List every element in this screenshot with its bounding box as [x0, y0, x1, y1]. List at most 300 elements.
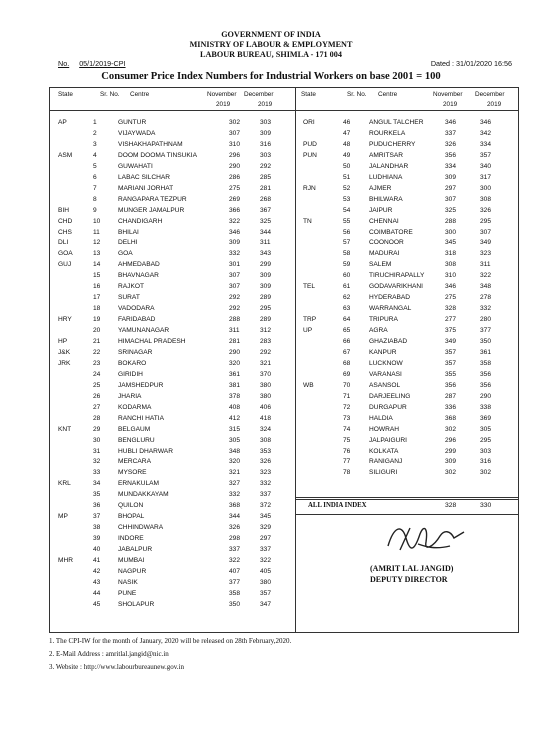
- cell-state: PUD: [303, 140, 317, 148]
- cell-centre: AGRA: [369, 327, 388, 335]
- cell-nov: 378: [229, 392, 241, 400]
- cell-sr: 23: [93, 359, 101, 367]
- all-india-nov: 328: [445, 502, 457, 509]
- table-row: [50, 415, 290, 425]
- cell-nov: 286: [229, 173, 241, 181]
- cell-centre: VARANASI: [369, 370, 402, 378]
- cell-state: RJN: [303, 184, 316, 192]
- cell-nov: 356: [445, 381, 457, 389]
- cell-nov: 320: [229, 458, 241, 466]
- table-row: [295, 382, 535, 392]
- cell-dec: 357: [480, 151, 492, 159]
- table-row: [295, 229, 535, 239]
- cell-nov: 381: [229, 381, 241, 389]
- cell-centre: LUCKNOW: [369, 359, 403, 367]
- cell-state: J&K: [58, 348, 71, 356]
- cell-centre: MYSORE: [118, 469, 147, 477]
- cell-centre: HUBLI DHARWAR: [118, 447, 173, 455]
- table-row: [50, 163, 290, 173]
- cell-dec: 347: [260, 600, 272, 608]
- cell-centre: DELHI: [118, 239, 138, 247]
- table-row: [50, 480, 290, 490]
- cell-centre: BHOPAL: [118, 513, 145, 521]
- table-row: [50, 491, 290, 501]
- cell-nov: 296: [229, 151, 241, 159]
- cell-dec: 380: [260, 381, 272, 389]
- cell-centre: VISHAKHAPATHNAM: [118, 140, 183, 148]
- cell-centre: RAJKOT: [118, 283, 145, 291]
- document-title: Consumer Price Index Numbers for Industrial Workers on base 2001 = 100: [101, 71, 441, 82]
- table-row: [295, 130, 535, 140]
- cell-state: CHD: [58, 217, 73, 225]
- table-row: [50, 590, 290, 600]
- col-nov-right: November: [433, 91, 463, 98]
- table-row: [295, 196, 535, 206]
- cell-sr: 63: [343, 305, 351, 313]
- table-row: [295, 371, 535, 381]
- cell-nov: 350: [229, 600, 241, 608]
- cell-nov: 292: [229, 294, 241, 302]
- cell-nov: 290: [229, 348, 241, 356]
- cell-nov: 308: [445, 261, 457, 269]
- cell-centre: BHILWARA: [369, 195, 403, 203]
- table-row: [50, 305, 290, 315]
- cell-dec: 325: [260, 217, 272, 225]
- cell-nov: 328: [445, 305, 457, 313]
- cell-centre: SRINAGAR: [118, 348, 153, 356]
- cell-nov: 311: [229, 327, 240, 335]
- cell-centre: COIMBATORE: [369, 228, 413, 236]
- cell-nov: 327: [229, 480, 241, 488]
- table-row: [50, 327, 290, 337]
- table-row: [295, 141, 535, 151]
- cell-dec: 344: [260, 228, 272, 236]
- cell-dec: 289: [260, 294, 272, 302]
- table-row: [295, 207, 535, 217]
- cell-sr: 4: [93, 151, 97, 159]
- cell-sr: 58: [343, 250, 351, 258]
- table-row: [295, 250, 535, 260]
- cell-sr: 29: [93, 425, 101, 433]
- header-line-1: GOVERNMENT OF INDIA: [221, 30, 321, 39]
- col-dec-right: December: [475, 91, 505, 98]
- cell-nov: 307: [445, 195, 457, 203]
- cell-nov: 337: [445, 129, 457, 137]
- cell-centre: BELGAUM: [118, 425, 151, 433]
- cell-centre: PUNE: [118, 589, 137, 597]
- cell-sr: 31: [93, 447, 101, 455]
- cell-sr: 57: [343, 239, 351, 247]
- cell-dec: 322: [260, 557, 272, 564]
- cell-sr: 60: [343, 272, 351, 280]
- table-row: [295, 174, 535, 184]
- table-row: [50, 174, 290, 184]
- cell-dec: 337: [260, 491, 272, 499]
- table-row: [295, 294, 535, 304]
- cell-nov: 337: [229, 546, 241, 554]
- cell-nov: 281: [229, 338, 241, 345]
- cell-sr: 37: [93, 513, 101, 521]
- table-row: [295, 437, 535, 447]
- table-row: [50, 338, 290, 348]
- cell-centre: MARIANI JORHAT: [118, 184, 174, 192]
- table-row: [50, 579, 290, 589]
- cell-dec: 324: [260, 425, 272, 433]
- cell-dec: 268: [260, 195, 272, 203]
- cell-nov: 275: [229, 184, 241, 192]
- cell-dec: 343: [260, 250, 272, 258]
- cell-dec: 297: [260, 535, 272, 543]
- all-india-top-rule-2: [295, 499, 518, 500]
- cell-nov: 307: [229, 129, 241, 137]
- cell-nov: 288: [445, 217, 457, 225]
- cell-state: DLI: [58, 239, 69, 247]
- cell-sr: 44: [93, 589, 101, 597]
- cell-sr: 78: [343, 469, 351, 477]
- cell-centre: BENGLURU: [118, 436, 155, 444]
- col-dec-left: December: [244, 91, 274, 98]
- table-row: [295, 426, 535, 436]
- cell-nov: 310: [229, 140, 241, 148]
- table-row: [50, 382, 290, 392]
- table-row: [295, 185, 535, 195]
- table-row: [50, 393, 290, 403]
- cell-nov: 355: [445, 370, 457, 378]
- cell-state: ORI: [303, 119, 315, 126]
- cell-centre: KODARMA: [118, 403, 152, 411]
- cell-sr: 32: [93, 458, 101, 466]
- table-row: [295, 404, 535, 414]
- cell-sr: 28: [93, 414, 101, 422]
- col-nov-year-left: 2019: [216, 101, 231, 108]
- cell-nov: 357: [445, 359, 457, 367]
- table-row: [50, 502, 290, 512]
- cell-nov: 377: [229, 578, 241, 586]
- cell-nov: 297: [445, 184, 457, 192]
- cell-nov: 325: [445, 206, 457, 214]
- cell-dec: 290: [480, 392, 492, 400]
- table-row: [295, 338, 535, 348]
- cell-nov: 346: [445, 119, 457, 126]
- cell-nov: 321: [229, 469, 241, 477]
- cell-state: KRL: [58, 480, 71, 488]
- cell-dec: 322: [480, 272, 492, 280]
- cell-nov: 277: [445, 316, 457, 324]
- cell-nov: 322: [229, 217, 241, 225]
- cell-nov: 375: [445, 327, 457, 335]
- cell-centre: GHAZIABAD: [369, 338, 408, 345]
- cell-nov: 322: [229, 557, 241, 564]
- cell-centre: LUDHIANA: [369, 173, 403, 181]
- table-row: [295, 218, 535, 228]
- cell-dec: 348: [480, 283, 492, 291]
- cell-nov: 305: [229, 436, 241, 444]
- cell-centre: SURAT: [118, 294, 140, 302]
- cell-nov: 357: [445, 348, 457, 356]
- cell-sr: 14: [93, 261, 101, 269]
- cell-sr: 19: [93, 316, 101, 324]
- cell-sr: 18: [93, 305, 101, 313]
- cell-dec: 308: [480, 195, 492, 203]
- cell-sr: 50: [343, 162, 351, 170]
- cell-sr: 47: [343, 129, 351, 137]
- cell-dec: 278: [480, 294, 492, 302]
- cell-centre: JALPAIGURI: [369, 436, 407, 444]
- cell-nov: 358: [229, 589, 241, 597]
- cell-nov: 332: [229, 491, 241, 499]
- cell-dec: 303: [480, 447, 492, 455]
- table-row: [50, 557, 290, 567]
- table-row: [295, 272, 535, 282]
- cell-dec: 377: [480, 327, 492, 335]
- cell-sr: 36: [93, 502, 101, 510]
- table-row: [295, 152, 535, 162]
- table-row: [50, 360, 290, 370]
- cell-dec: 311: [480, 261, 491, 269]
- all-india-dec: 330: [480, 502, 492, 509]
- table-row: [295, 327, 535, 337]
- cell-nov: 309: [445, 173, 457, 181]
- cell-nov: 408: [229, 403, 241, 411]
- cell-sr: 45: [93, 600, 101, 608]
- cell-sr: 70: [343, 381, 351, 389]
- table-row: [295, 283, 535, 293]
- cell-nov: 320: [229, 359, 241, 367]
- cell-sr: 56: [343, 228, 351, 236]
- cell-centre: HYDERABAD: [369, 294, 411, 302]
- cell-dec: 345: [260, 513, 272, 521]
- cell-dec: 295: [260, 305, 272, 313]
- col-state-right: State: [301, 91, 316, 98]
- cell-centre: CHANDIGARH: [118, 217, 163, 225]
- cell-centre: RANGAPARA TEZPUR: [118, 195, 187, 203]
- cell-centre: JAMSHEDPUR: [118, 381, 164, 389]
- cell-centre: BHILAI: [118, 228, 139, 236]
- cell-sr: 30: [93, 436, 101, 444]
- cell-centre: PUDUCHERRY: [369, 140, 416, 148]
- cell-centre: AJMER: [369, 184, 392, 192]
- cell-state: WB: [303, 381, 314, 389]
- cell-centre: GUWAHATI: [118, 162, 153, 170]
- cell-nov: 344: [229, 513, 241, 521]
- cell-dec: 303: [260, 119, 272, 126]
- cell-centre: TIRUCHIRAPALLY: [369, 272, 425, 280]
- cell-dec: 323: [480, 250, 492, 258]
- cell-centre: MUNDAKKAYAM: [118, 491, 169, 499]
- cell-nov: 348: [229, 447, 241, 455]
- cell-nov: 346: [229, 228, 241, 236]
- cell-dec: 299: [260, 261, 272, 269]
- cell-centre: HALDIA: [369, 414, 393, 422]
- cell-dec: 311: [260, 239, 271, 247]
- cell-sr: 69: [343, 370, 351, 378]
- table-row: [50, 513, 290, 523]
- cell-centre: MUNGER JAMALPUR: [118, 206, 185, 214]
- cell-nov: 275: [445, 294, 457, 302]
- table-row: [50, 119, 290, 129]
- cell-nov: 288: [229, 316, 241, 324]
- cell-nov: 368: [229, 502, 241, 510]
- table-row: [295, 316, 535, 326]
- cell-nov: 334: [445, 162, 457, 170]
- cell-centre: CHHINDWARA: [118, 524, 164, 532]
- cell-sr: 9: [93, 206, 97, 214]
- cell-sr: 68: [343, 359, 351, 367]
- cell-nov: 298: [229, 535, 241, 543]
- cell-dec: 332: [480, 305, 492, 313]
- cell-centre: GOA: [118, 250, 133, 258]
- cell-state: TN: [303, 217, 312, 225]
- cell-sr: 38: [93, 524, 101, 532]
- cell-dec: 289: [260, 316, 272, 324]
- table-row: [50, 283, 290, 293]
- cell-state: AP: [58, 119, 67, 126]
- cell-nov: 300: [445, 228, 457, 236]
- cell-dec: 342: [480, 129, 492, 137]
- signatory-name: (AMRIT LAL JANGID): [370, 564, 454, 573]
- cell-centre: TRIPURA: [369, 316, 398, 324]
- cell-dec: 285: [260, 173, 272, 181]
- cell-sr: 42: [93, 567, 101, 575]
- cell-nov: 356: [445, 151, 457, 159]
- cell-nov: 326: [445, 140, 457, 148]
- cell-nov: 292: [229, 305, 241, 313]
- col-dec-year-left: 2019: [258, 101, 273, 108]
- cell-centre: SALEM: [369, 261, 392, 269]
- cell-centre: GODAVARIKHANI: [369, 283, 423, 291]
- cell-sr: 74: [343, 425, 351, 433]
- cell-state: TEL: [303, 283, 316, 291]
- table-row: [50, 316, 290, 326]
- cell-dec: 370: [260, 370, 272, 378]
- header-line-2: MINISTRY OF LABOUR & EMPLOYMENT: [189, 40, 353, 49]
- cell-sr: 55: [343, 217, 351, 225]
- cell-dec: 326: [260, 458, 272, 466]
- cell-sr: 40: [93, 546, 101, 554]
- table-row: [295, 360, 535, 370]
- cell-sr: 11: [93, 228, 100, 236]
- cell-nov: 326: [229, 524, 241, 532]
- cell-sr: 75: [343, 436, 351, 444]
- cell-sr: 33: [93, 469, 101, 477]
- cell-centre: LABAC SILCHAR: [118, 173, 171, 181]
- cell-nov: 368: [445, 414, 457, 422]
- cell-nov: 302: [445, 425, 457, 433]
- cell-dec: 283: [260, 338, 272, 345]
- cell-dec: 292: [260, 162, 272, 170]
- cell-dec: 316: [480, 458, 492, 466]
- cell-sr: 73: [343, 414, 351, 422]
- cell-centre: HOWRAH: [369, 425, 400, 433]
- cell-state: UP: [303, 327, 313, 335]
- cell-centre: AMRITSAR: [369, 151, 404, 159]
- col-centre-right: Centre: [378, 91, 398, 98]
- ref-no-label: No.: [58, 59, 70, 68]
- cell-centre: QUILON: [118, 502, 144, 510]
- table-row: [295, 415, 535, 425]
- cell-sr: 71: [343, 392, 351, 400]
- cell-state: BIH: [58, 206, 69, 214]
- table-row: [50, 601, 290, 611]
- cell-sr: 51: [343, 173, 351, 181]
- table-row: [50, 261, 290, 271]
- cell-sr: 22: [93, 348, 101, 356]
- table-row: [50, 218, 290, 228]
- cell-sr: 15: [93, 272, 101, 280]
- cell-centre: ERNAKULAM: [118, 480, 160, 488]
- dated: Dated : 31/01/2020 16:56: [430, 59, 512, 68]
- cell-centre: VADODARA: [118, 305, 155, 313]
- cell-nov: 345: [445, 239, 457, 247]
- cell-sr: 66: [343, 338, 351, 345]
- cell-sr: 62: [343, 294, 351, 302]
- cell-centre: CHENNAI: [369, 217, 399, 225]
- cell-centre: DOOM DOOMA TINSUKIA: [118, 151, 198, 159]
- cell-sr: 49: [343, 151, 351, 159]
- header-line-3: LABOUR BUREAU, SHIMLA - 171 004: [200, 50, 342, 59]
- cell-state: MHR: [58, 557, 74, 564]
- cell-nov: 361: [229, 370, 241, 378]
- col-state-left: State: [58, 91, 73, 98]
- cell-centre: FARIDABAD: [118, 316, 156, 324]
- cell-centre: WARRANGAL: [369, 305, 412, 313]
- cell-dec: 338: [480, 403, 492, 411]
- table-row: [50, 239, 290, 249]
- cell-nov: 349: [445, 338, 457, 345]
- cell-dec: 321: [260, 359, 272, 367]
- cell-nov: 269: [229, 195, 241, 203]
- cell-dec: 280: [480, 316, 492, 324]
- cell-dec: 300: [480, 184, 492, 192]
- cell-sr: 6: [93, 173, 97, 181]
- ref-no-value: 05/1/2019-CPI: [79, 59, 126, 68]
- cell-dec: 372: [260, 502, 272, 510]
- col-srno-left: Sr. No.: [100, 91, 120, 98]
- cell-centre: KANPUR: [369, 348, 397, 356]
- table-row: [50, 535, 290, 545]
- cell-sr: 21: [93, 338, 101, 345]
- cell-centre: VIJAYWADA: [118, 129, 156, 137]
- table-row: [50, 272, 290, 282]
- cell-dec: 367: [260, 206, 272, 214]
- cell-dec: 380: [260, 578, 272, 586]
- cell-nov: 302: [229, 119, 241, 126]
- cell-dec: 340: [480, 162, 492, 170]
- cell-sr: 3: [93, 140, 97, 148]
- cell-sr: 35: [93, 491, 101, 499]
- cell-centre: GIRIDIH: [118, 370, 143, 378]
- cell-sr: 54: [343, 206, 351, 214]
- cell-nov: 307: [229, 272, 241, 280]
- cell-nov: 315: [229, 425, 241, 433]
- all-india-label: ALL INDIA INDEX: [308, 502, 367, 509]
- cell-state: KNT: [58, 425, 72, 433]
- cell-state: TRP: [303, 316, 317, 324]
- header-divider: [50, 110, 518, 111]
- table-row: [50, 349, 290, 359]
- cell-sr: 20: [93, 327, 101, 335]
- cell-centre: BHAVNAGAR: [118, 272, 159, 280]
- cell-centre: ASANSOL: [369, 381, 401, 389]
- ref-no: [58, 59, 126, 68]
- cell-dec: 323: [260, 469, 272, 477]
- footnote-2: 2. E-Mail Address : amritlal.jangid@nic.in: [49, 650, 169, 658]
- signature-scribble: [380, 516, 470, 558]
- cell-dec: 329: [260, 524, 272, 532]
- table-row: [295, 349, 535, 359]
- table-row: [295, 458, 535, 468]
- cell-nov: 302: [445, 469, 457, 477]
